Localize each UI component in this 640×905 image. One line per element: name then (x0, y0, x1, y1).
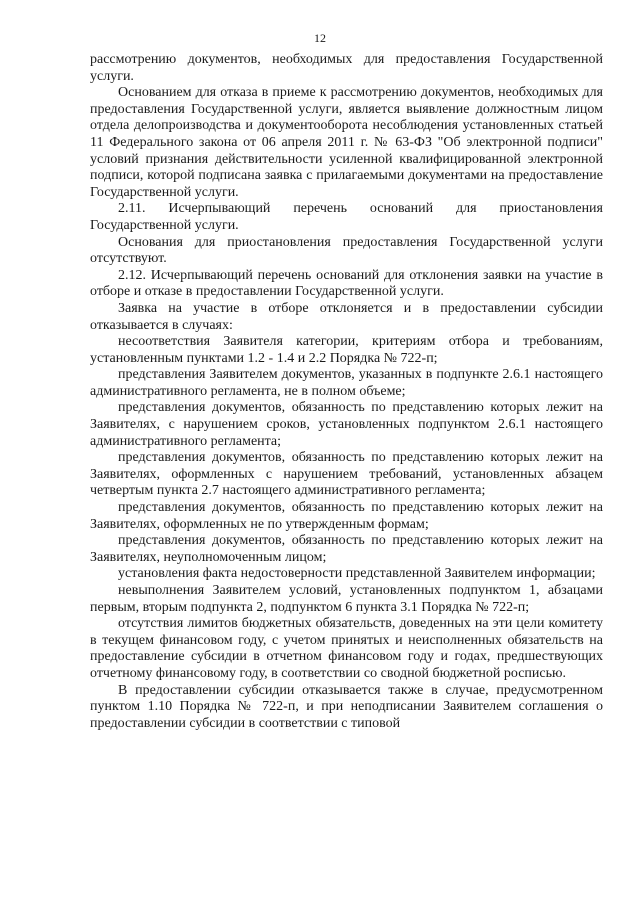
list-item-incomplete-documents: представления Заявителем документов, указанных в подпункте 2.6.1 настоящего административного регламента, не в полном объеме; (90, 367, 603, 399)
paragraph-refusal-grounds: Основанием для отказа в приеме к рассмотрению документов, необходимых для предоставления Государственной услуги, является выявление должностным лицом отдела делопроизводства и документооборота несоблюдения установленных статьей 11 Федерального закона от 06 апреля 2011 г. № 63-ФЗ "Об электронной подписи" условий признания действительности усиленной квалифицированной электронной подписи, которой подписана заявка с прилагаемыми документами на предоставление Государственной услуги. (90, 85, 603, 200)
paragraph-no-suspension: Основания для приостановления предоставления Государственной услуги отсутствуют. (90, 234, 603, 267)
document-body (90, 52, 603, 732)
paragraph-continuation: рассмотрению документов, необходимых для предоставления Государственной услуги. (90, 52, 603, 84)
list-item-unfulfilled-conditions: невыполнения Заявителем условий, установленных подпунктом 1, абзацами первым, вторым подпункта 2, подпунктом 6 пункта 3.1 Порядка № 722-п; (90, 583, 603, 615)
list-item-noncompliance: несоответствия Заявителя категории, критериям отбора и требованиям, установленным пунктами 1.2 - 1.4 и 2.2 Порядка № 722-п; (90, 334, 603, 366)
page-number: 12 (314, 31, 326, 45)
section-2-11-heading: 2.11. Исчерпывающий перечень оснований для приостановления Государственной услуги. (90, 201, 603, 233)
list-item-improper-documents: представления документов, обязанность по представлению которых лежит на Заявителях, оформленных с нарушением требований, установленных абзацем четвертым пункта 2.7 настоящего административного регламента; (90, 450, 603, 499)
list-item-wrong-forms: представления документов, обязанность по представлению которых лежит на Заявителях, оформленных не по утвержденным формам; (90, 500, 603, 532)
list-item-budget-limits: отсутствия лимитов бюджетных обязательств, доведенных на эти цели комитету в текущем финансовом году, с учетом принятых и неисполненных обязательств на предоставление субсидии в отчетном финансовом году и годах, предшествующих отчетному финансовому году, в соответствии со сводной бюджетной росписью. (90, 616, 603, 681)
list-item-false-information: установления факта недостоверности представленной Заявителем информации; (118, 566, 596, 582)
list-item-late-documents: представления документов, обязанность по представлению которых лежит на Заявителях, с нарушением сроков, установленных подпунктом 2.6.1 настоящего административного регламента; (90, 400, 603, 449)
paragraph-rejection-cases: Заявка на участие в отборе отклоняется и в предоставлении субсидии отказывается в случаях: (90, 300, 603, 333)
paragraph-additional-refusal: В предоставлении субсидии отказывается также в случае, предусмотренном пунктом 1.10 Порядка № 722-п, и при неподписании Заявителем соглашения о предоставлении субсидии в соответствии с типовой (90, 682, 603, 731)
section-2-12-heading: 2.12. Исчерпывающий перечень оснований для отклонения заявки на участие в отборе и отказе в предоставлении Государственной услуги. (90, 267, 603, 300)
list-item-unauthorized-person: представления документов, обязанность по представлению которых лежит на Заявителях, неуполномоченным лицом; (90, 533, 603, 565)
